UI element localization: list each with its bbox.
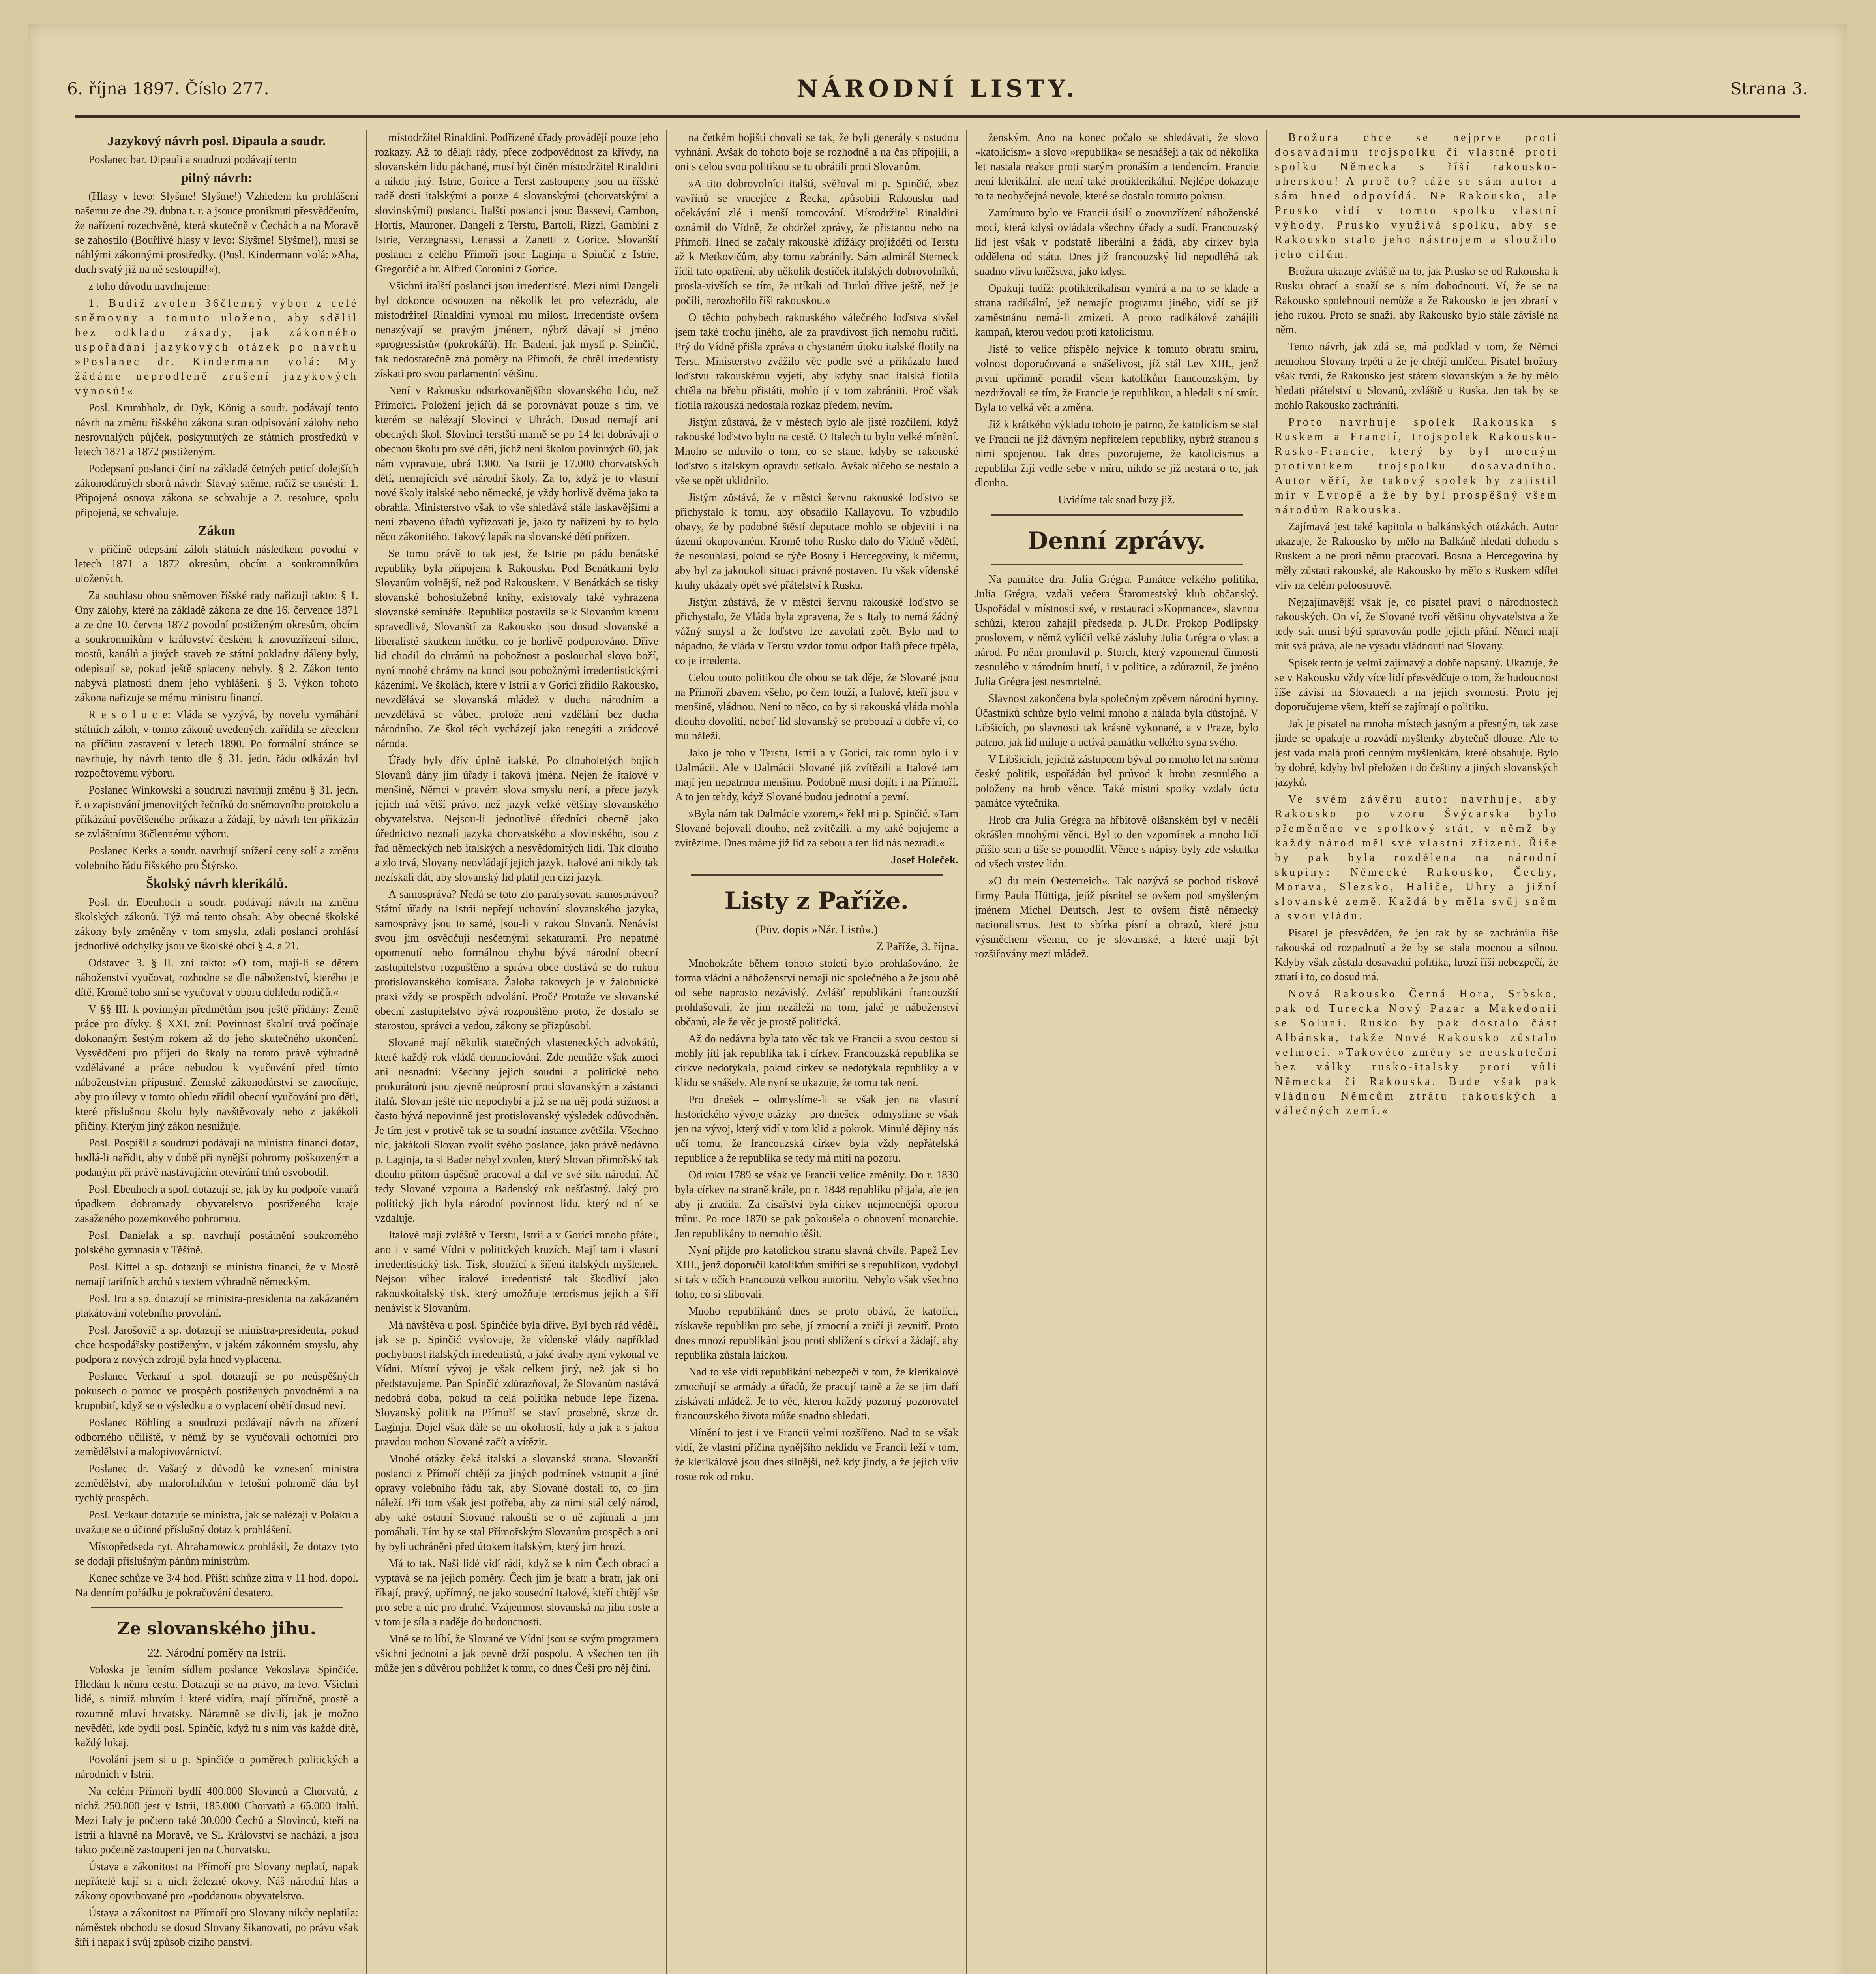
paragraph: Zamítnuto bylo ve Francii úsilí o znovuzřízení náboženské moci, která kdysi ovládala všechny úřady a sudí. Francouzský lid jest však v podstatě liberální a žádá, aby církev byla oddělena od státu. Dnes již francouzský lid nepodléhá tak snadno vlivu kněžstva, jako kdysi.	[975, 207, 1258, 278]
paragraph: Proto navrhuje spolek Rakouska s Ruskem a Francií, trojspolek Rakousko-Rusko-Francie, který by byl mocným protivníkem trojspolku dosavadního. Autor věří, že takový spolek by zajistil mír v Evropě a že by byl prospěšný všem národům Rakouska.	[1275, 416, 1558, 516]
paragraph: Posl. Danielak a sp. navrhují postátnění soukromého polského gymnasia v Těšíně.	[75, 1229, 358, 1256]
paragraph: Za souhlasu obou sněmoven říšské rady nařizuji takto: § 1. Ony zálohy, které na základě zákona ze dne 16. července 1871 a ze dne 10. června 1872 povodní postiženým okresům, obcím a soukromníkům v království českém k znovuzřízení silnic, mostů, kanálů a jiných staveb ze státní pokladny dáleny byly, odepisují se, pokud ještě splaceny nebyly. § 2. Zákon tento nabývá platnosti dnem jeho vyhlášení. § 3. Výkon tohoto zákona nařizuje se mému ministru financí.	[75, 589, 358, 704]
paragraph: Úřady byly dřív úplně italské. Po dlouholetých bojích Slovanů dány jim úřady i taková jména. Nejen že italové v menšině, Němci v pravém slova smyslu není, a přece jazyk jejich má větší právo, než jazyk velké většiny slovanského obyvatelstva. Nejsou-li jednotlivé úředníci obecně jako úřednictvo neznalí jazyka chorvatského a slovinského, jsou z řad německých neb italských a nesvědomitých lidí. Tak dlouho a zlo trvá, Slovany neovládají jejich jazyk. Italové ani nikdy tak nezískali dát, aby slovanský lid platil jen cizí jazyk.	[375, 754, 658, 884]
paragraph: Posl. Verkauf dotazuje se ministra, jak se nalézají v Poláku a uvažuje se o účinné příslušný dotaz k prohlášení.	[75, 1509, 358, 1536]
paragraph: Na celém Přímoří bydlí 400.000 Slovinců a Chorvatů, z nichž 250.000 jest v Istrii, 185.000 Chorvatů a 65.000 Italů. Mezi Italy je počteno také 30.000 Čechů a Slovinců, kteří na Istrii a hlavně na Moravě, ve Sl. Království se nachází, a jsou takto početně zastoupeni jen na Chorvatsku.	[75, 1785, 358, 1856]
dateline: Z Paříže, 3. října.	[876, 940, 958, 953]
paragraph: Není v Rakousku odstrkovanějšího slovanského lidu, než Přímořci. Položení jejich dá se porovnávat pouze s tím, ve kterém se nalézají Slovinci v Uhrách. Dosud nemají ani obecných škol. Slovinci terstští marně se po 14 let dobrávají o obecnou školu pro své děti, jichž není školou povinných 60, jak nám vypravuje, ubrá 1300. Na Istrii je 17.000 chorvatských dětí, nemajících své národní školy. Za to, když je to vlastní nové školy italské nebo německé, je vždy horlivě dvěma jako ta obrahla. Ministerstvo však to vše shledává stále laskavějšími a není zbaveno úřadů vyřízovati je, jako ty nařízení by to bylo něco zákonitého. Takový lapák na slovanské dětí pořízen.	[375, 385, 658, 543]
paragraph: Posl. Krumbholz, dr. Dyk, König a soudr. podávají tento návrh na změnu říšského zákona stran odpisování zálohy nebo nesrovnalých půjček, poskytnutých ze státních prostředků v letech 1871 a 1872 postiženým.	[75, 402, 358, 458]
subheadline-istria: 22. Národní poměry na Istrii.	[148, 1646, 286, 1659]
paragraph: V §§ III. k povinným předmětům jsou ještě přidány: Země práce pro dívky. § XXI. zní: Povinnost školní trvá počínaje dokonaným šestým rokem až do jeho skutečného ukončení. Vysvědčení pro přijetí do školy na tomto právě výhradně vzdělávané a práce nebudou k vyučování před tímto náboženstvím přípustné. Zemské zákonodárství se zmocňuje, aby pro úlevy v tomto ohledu zřídil obecní vyučování pro děti, které příslušnou školu byly navštěvovaly nebo z jakékoli příčiny. Kterým jiný zákon nesnižuje.	[75, 1003, 358, 1132]
paragraph: Posl. Iro a sp. dotazují se ministra-presidenta na zakázaném plakátování volebního provolání.	[75, 1293, 358, 1319]
paragraph: V Libšicích, jejichž zástupcem býval po mnoho let na sněmu český politik, uspořádán byl průvod k hrobu zesnulého a položeny na hrob věnce. Také místní spolky vzdaly úctu památce výtečníka.	[975, 753, 1258, 809]
paragraph: Nová Rakousko Černá Hora, Srbsko, pak od Turecka Nový Pazar a Makedonii se Soluní. Rusko by pak dostalo část Albánska, takže Nové Rakousko zůstalo velmocí. »Takovéto změny se neuskuteční bez války rusko-italsky proti vůli Německa či Rakouska. Bude však pak vládnou Němcům ztrátu rakouských a válečných zemí.«	[1275, 988, 1558, 1117]
paragraph: Poslanec Winkowski a soudruzi navrhují změnu § 31. jedn. ř. o zapisování jmenovitých řečníků do sněmovního protokolu a přikázání povětšeného průkazu a žádají, by návrh ten přikázán se zvláštnímu 36člennému výboru.	[75, 784, 358, 840]
headline-daily-news: Denní zprávy.	[1027, 527, 1206, 555]
column-divider	[1266, 130, 1267, 1974]
paragraph: Ústava a zákonitost na Přímoří pro Slovany neplatí, napak nepřátelé kují si a nich železné okovy. Náš národní hlas a zákony opovrhované pro »poddanou« obyvatelstvo.	[75, 1861, 358, 1902]
paragraph: (Hlasy v levo: Slyšme! Slyšme!) Vzhledem ku prohlášení našemu ze dne 29. dubna t. r. a jsouce proniknuti přesvědčením, že nařízení rozechvěné, která skutečně v Čechách a na Moravě se zahostilo (Bouřlivé hlasy v levo: Slyšme! Slyšme!), musí se náhlými zákonnými prostředky. (Posl. Kindermann volá: »Aha, duch svatý již na ně sestoupil!«),	[75, 190, 358, 276]
paragraph: Má to tak. Naši lidé vidí rádi, když se k nim Čech obrací a vyptává se na jejich poměry. Čech jim je bratr a bratr, jak oni říkají, pravý, upřímný, ne jako sousední Italové, kteří chtějí vše pro sebe a nic pro druhé. Vzájemnost slovanská na jihu roste a v tom je síla a naděje do budoucnosti.	[375, 1557, 658, 1628]
column-divider	[366, 130, 367, 1974]
paragraph: Jistým zůstává, že v městci šervnu rakouské loďstvo se přichystalo k tomu, aby obsadilo Kallayovu. To vzbudilo obavy, že by podobné štěstí deputace mohlo se objeviti i na území okupovaném. Kromě toho Rusko dalo do Vídně vědětí, že nesouhlasí, pokud se týče Bosny i Hercegoviny, k níčemu, aby byl za jakoukoli situaci právně postaven. Tu však vídenské kruhy ukázaly opět své přátelství k Rusku.	[675, 492, 958, 591]
paragraph: Uvidíme tak snad brzy již.	[1058, 494, 1175, 506]
paragraph: Až do nedávna byla tato věc tak ve Francii a svou cestou si mohly jíti jak republika tak i církev. Francouzská republika se církve nedotýkala, pokud církev se nedotýkala republiky a v klidu se snášely. Ale nyní se ukazuje, že tomu tak není.	[675, 1033, 958, 1089]
section-divider	[691, 874, 943, 876]
paragraph: v příčině odepsání záloh státních následkem povodní v letech 1871 a 1872 okresům, obcím a soukromníkům uložených.	[75, 543, 358, 585]
paragraph: Se tomu právě to tak jest, že Istrie po pádu benátské republiky byla připojena k Rakousku. Pod Benátkami bylo Slovanům volnější, než pod Rakouskem. V Benátkách se tisky slovanské bohoslužebné knihy, existovaly také vyhrazena slovanské semináře. Republika postavila se k Slovanům kmenu spravedlivě, Slovanští za Rakousko jsou dosud slovanské a liberalisté skutkem hnětku, co je horlivě podporováno. Dříve lid chodil do chrámů na pobožnost a poslouchal slovo boží, nyní mnohé chrámy na konci jsou pobožnými irredentistickými kázeními. Ve školách, které v Istrii a v Gorici zřídilo Rakousko, nevzdělává se slovanská mládež v duchu národním a nevzdělává se vůbec, protože není vzdělání bez ducha národního. Ze škol těch vycházejí jako renegáti a zrádcové národa.	[375, 548, 658, 750]
paragraph: Nad to vše vidí republikáni nebezpečí v tom, že klerikálové zmocňují se armády a úřadů, že pracují tajně a že se jim daří získávati mládež. Je to věc, kterou každý pozorný pozorovatel francouzského života může snadno shledati.	[675, 1366, 958, 1422]
paragraph: Jak je pisatel na mnoha místech jasným a přesným, tak zase jinde se opakuje a rozvádí myšlenky zbytečně dlouze. Ale to jest vada malá proti cenným myšlenkám, které obsahuje. Bylo by dobré, kdyby byl přeložen i do češtiny a jiných slovanských jazyků.	[1275, 718, 1558, 788]
paragraph: Mnoho republikánů dnes se proto obává, že katolíci, získavše republiku pro sebe, jí zmocní a zničí ji zevnitř. Proto dnes mnozí republikáni jsou proti sblížení s církví a žádají, aby republika zůstala laickou.	[675, 1305, 958, 1361]
paragraph: Opakuji tudíž: protiklerikalism vymírá a na to se klade a strana radikální, jež nemajíc programu jiného, vidí se již zaměstnánu nemá-li zmizeti. A proto radikálové zahájili kampaň, kterou vedou proti katolicismu.	[975, 282, 1258, 338]
headline-letters-from-paris: Listy z Paříže.	[724, 887, 909, 915]
paragraph: Jistým zůstává, že v městci šervnu rakouské loďstvo se přichystalo, že Vláda byla zpravena, že s Italy to nemá žádný vážný smysl a že loďstvo lze zavolati zpět. Bylo nad to nápadno, že vláda v Terstu vzdor tomu odpor Italů přece trpěla, co je irredenta.	[675, 596, 958, 667]
paragraph: Jistým zůstává, že v městech bylo ale jisté rozčilení, když rakouské loďstvo bylo na cestě. O Italech tu bylo velké mínění. Mnoho se mluvilo o tom, co se stane, kdyby se rakouské loďstvo s italským opravdu setkalo. Avšak ničeho se nestalo a vše se opět uklidnilo.	[675, 416, 958, 487]
paragraph: Poslanec bar. Dipauli a soudruzi podávají tento	[88, 154, 297, 166]
paragraph: Nejzajímavější však je, co pisatel praví o národnostech rakouských. On ví, že Slované tvoří většinu obyvatelstva a že tedy stát musí býti spravován podle jejich přání. Němci mají mít svá práva, ale ne výsadu vládnouti nad Slovany.	[1275, 596, 1558, 652]
section-divider	[91, 1607, 343, 1608]
columns	[75, 130, 1843, 1974]
page-number: Strana 3.	[1730, 79, 1808, 98]
paragraph: z toho důvodu navrhujeme:	[88, 280, 210, 293]
newspaper-page	[28, 24, 1847, 1974]
paragraph: Pisatel je přesvědčen, že jen tak by se zachránila říše rakouská od rozpadnutí a že by se stala mocnou a silnou. Kdyby však zůstala dosavadní politika, hrozí říši nebezpečí, že ztratí i to, co dosud má.	[1275, 927, 1558, 983]
paragraph: ženským. Ano na konec počalo se shledávati, že slovo »katolicism« a slovo »republika« se nesnášejí a tak od několika let nastala reakce proti starým pronáším a tendencím. Francie není klerikální, ale není také protiklerikální. Nejlépe dokazuje to ta neobyčejná nevole, které se dostalo tomuto pokusu.	[975, 131, 1258, 202]
paragraph: Tento návrh, jak zdá se, má podklad v tom, že Němci nemohou Slovany trpěti a že je chtějí umlčeti. Pisatel brožury však tvrdí, že Rakousko jest státem slovanským a že by mělo hledati přátelství u Slovanů, zvláště u Ruska. Jen tak by se mohlo Rakousko zachrániti.	[1275, 341, 1558, 411]
paragraph: Má návštěva u posl. Spinčiće byla dříve. Byl bych rád věděl, jak se p. Spinčić vyslovuje, že vídenské vlády například pochybnost italských irredentistů, a jaké úvahy nyní vykonal ve Vídni. Místní vývoj je však celkem jiný, než jak si ho představujeme. Pan Spinčić zdůrazňoval, že Slovanům nastává nedobrá doba, pokud ta celá politika nebude lépe řízena. Slovanský politik na Přímoří se staví prosebně, skrze dr. Laginju. Dojel však dále se mi okolností, kdy a jak a s jakou pravdou mohou Slované začít a vítězit.	[375, 1319, 658, 1448]
paragraph: Spisek tento je velmi zajímavý a dobře napsaný. Ukazuje, že se v Rakousku vždy více lidí přesvědčuje o tom, že budoucnost říše závisí na Slovanech a na jejich svornosti. Proto jej doporučujeme všem, kteří se zajímají o politiku.	[1275, 657, 1558, 713]
section-divider	[991, 514, 1243, 516]
column-5	[1275, 130, 1843, 1974]
paragraph: na četkém bojišti chovali se tak, že byli generály s ostudou vyhnáni. Avšak do tohoto boje se rozhodně a na čas připojili, a oni s celou svou politikou se tu obrátili proti Slovanům.	[675, 131, 958, 173]
headline-slavic-south: Ze slovanského jihu.	[117, 1619, 317, 1639]
paragraph: Jistě to velice přispělo nejvíce k tomuto obratu smíru, volnost doporučovaná a snášelivost, jíž stál Lev XIII., jenž první upřímně poradil všem katolíkům francouzským, by nezdržovali se tím, že Francie je republikou, a hledali s ní smír. Byla to velká věc a změna.	[975, 343, 1258, 414]
paragraph: Poslanec Röhling a soudruzi podávají návrh na zřízení odborného učiliště, v němž by se vyučovali ochotníci pro zemědělství a malopivovárnictví.	[75, 1417, 358, 1458]
paragraph: Mnohokráte během tohoto století bylo prohlašováno, že forma vládní a náboženství nemají nic společného a že jsou obě od sebe naprosto nezávislý. Zvlášť republikáni francouzští prohlašovali, že jim nezáleží na tom, jaké je náboženství občanů, ale že věc je prostě politická.	[675, 957, 958, 1028]
paragraph: Již k krátkého výkladu tohoto je patrno, že katolicism se stal ve Francii ne již dávným nepřítelem republiky, nýbrž stranou s nimi spojenou. Tak dnes pozorujeme, že katolicismus a republika žijí vedle sebe v míru, nikdo se již nestará o to, jak dlouho.	[975, 418, 1258, 489]
paragraph: Slavnost zakončena byla společným zpěvem národní hymny. Účastníků schůze bylo velmi mnoho a nálada byla důstojná. V Libšicích, po slavnosti tak krásně vykonané, a v Praze, bylo patrno, jak lid miluje a uctívá památku velkého syna svého.	[975, 692, 1258, 749]
paragraph: A samospráva? Nedá se toto zlo paralysovati samosprávou? Státní úřady na Istrii nepřejí uchování slovanského jazyka, samosprávy jsou to samé, jsou-li v rukou Slovanů. Nenávist svou jím osvědčují nesčetnými sekaturami. Pro nepatrné opomenutí nebo formálnou chybu bývá národní obecní zastupitelstvo rozpuštěno a správa obce dostává se do rukou protislovanského komisara. Žaloba takových je v žalobnické praxi vždy se prospěch odvolání. Proč? Protože ve slovanské obecní zastupitelstvo bývá rozpouštěno proto, že dostalo se starostou, správci a vedou, zákony se přizpůsobí.	[375, 888, 658, 1032]
section-divider	[991, 564, 1243, 565]
paragraph: »O du mein Oesterreich«. Tak nazývá se pochod tiskové firmy Paula Hüttiga, jejíž písnitel se ovšem pod smyšleným jménem Michel Deutsch. Jest to ovšem čistě německý nacionalismus. Jest to sbírka písní a obrazů, které jsou výsměchem všemu, co je slovanské, a které mají být rozšiřovány mezi mládež.	[975, 875, 1258, 960]
page-header	[43, 75, 1831, 107]
column-3	[675, 130, 958, 1974]
paragraph: Voloska je letním sídlem poslance Vekoslava Spinčiće. Hledám k němu cestu. Dotazuji se na právo, na levo. Všichni lidé, s nimiž mluvím i které vidím, mají příručně, prostě a rozumně mluví hrvatsky. Náramně se divili, jak je možno nevěděti, kde bydlí posl. Spinčić, když tu s ním vás každé dítě, každý lokaj.	[75, 1664, 358, 1749]
column-2	[375, 130, 658, 1974]
column-5-body	[1275, 130, 1558, 1120]
subheadline-original-letter: (Pův. dopis »Nár. Listů«.)	[755, 923, 878, 936]
paragraph: Brožura ukazuje zvláště na to, jak Prusko se od Rakouska k Rusku obrací a snaží se s ním dohodnouti. Ví, že se na Rakousko spolehnouti nemůže a že Rakousko je jen zbraní v jeho rukou. Proto se snaží, aby Rakousko bylo stále závislé na něm.	[1275, 265, 1558, 336]
paragraph: Povolání jsem si u p. Spinčiće o poměrech politických a národních v Istrii.	[75, 1754, 358, 1781]
paragraph: Ve svém závěru autor navrhuje, aby Rakousko po vzoru Švýcarska bylo přeměněno ve spolkový stát, v němž by každý národ měl své vlastní zřízení. Říše by pak byla rozdělena na národní skupiny: Německé Rakousko, Čechy, Morava, Slezsko, Haliče, Uhry a jižní slovanské země. Každá by měla svůj sněm a svou vládu.	[1275, 793, 1558, 922]
paragraph: Celou touto politikou dle obou se tak děje, že Slované jsou na Přímoří zbaveni všeho, po čem touží, a Italové, kteří jsou v menšině, vládnou. Není to něco, co by si rakouská vláda mohla dlouho dovoliti, neboť lid slovanský se probouzí a dobře ví, co mu náleží.	[675, 672, 958, 742]
paragraph: O těchto pohybech rakouského válečného loďstva slyšel jsem také trochu jiného, ale za pravdivost jich nemohu ručiti. Prý do Vídně přišla zpráva o chystaném útoku italské flotily na Terst. Ministerstvo zvážilo věc podle své a přikázalo hned loďstvu rakouskému vyjeti, aby kdyby snad italská flotila chtěla na břehu přistáti, mohlo jí v tom zabrániti. Proč však flotila rakouská nedostala rozkaz předem, nevím.	[675, 311, 958, 411]
author-signature: Josef Holeček.	[890, 854, 958, 866]
paragraph: Posl. Kittel a sp. dotazují se ministra financí, že v Mostě nemají tarifních archů s textem výhradně německým.	[75, 1261, 358, 1288]
paragraph: Odstavec 3. § II. zní takto: »O tom, mají-li se dětem náboženství vyučovat, rozhodne se dle náboženství, kterého je dítě. Kromě toho smí se vyučovat v oboru dohledu rodičů.«	[75, 957, 358, 998]
paragraph: Mnohé otázky čeká italská a slovanská strana. Slovanští poslanci z Přímoří chtějí za jiných podmínek vstoupit a jiné opravy volebního řádu tak, aby Slované dostali to, co jim náleží. Při tom však jest potřeba, aby za nimi stál celý národ, aby také ostatní Slované rakouští se o ně zajímali a jim pomáhali. Tím by se stal Přímořským Slovanům prospěch a oni by byli uchráněni před útokem italským, který jim hrozí.	[375, 1453, 658, 1553]
column-divider	[966, 130, 967, 1974]
paragraph: Místopředseda ryt. Abrahamowicz prohlásil, že dotazy tyto se dodají příslušným pánům ministrům.	[75, 1541, 358, 1567]
paragraph: »Byla nám tak Dalmácie vzorem,« řekl mi p. Spinčić. »Tam Slované bojovali dlouho, než zvítězili, a my také bojujeme a zvítězíme. Dnes máme již lid za sebou a ten lid nás nezradí.«	[675, 808, 958, 849]
paragraph: Poslanec Kerks a soudr. navrhují snížení ceny solí a změnu volebního řádu říšského pro Štýrsko.	[75, 845, 358, 872]
paragraph: Italové mají zvláště v Terstu, Istrii a v Gorici mnoho přátel, ano i v samé Vídni v politických kruzích. Mají tam i vlastní irredentistický tisk. Tisk, sloužící k šíření italských myšlenek. Nejsou vůbec italové irredentisté tak škodliví jako rakouskoitalský tisk, který umožňuje terorismus jejich a šiří nenávist k Slovanům.	[375, 1229, 658, 1314]
headline-school-bill: Školský návrh klerikálů.	[146, 876, 288, 891]
paragraph: místodržitel Rinaldini. Podřízené úřady provádějí pouze jeho rozkazy. Až to dělají rády, přece zodpovědnost za křivdy, na slovanském lidu páchané, musí být činěn místodržitel Rinaldini a nikdo jiný. Istrie, Gorice a Terst zastoupeny jsou na říšské radě dosti italskými a pouze 4 slovanskými (chorvatskými a slovinskými) poslanci. Italští poslanci jsou: Bassevi, Cambon, Hortis, Mauroner, Dangeli z Terstu, Bartoli, Rizzi, Gambini z Istrie, Verzegnassi, Lenassi a Zanetti z Gorice. Slovanští poslanci z celého Přímoří jsou: Laginja a Spinčić z Istrie, Gregorčič a hr. Alfred Coronini z Gorice.	[375, 131, 658, 275]
column-4	[975, 130, 1258, 1974]
column-divider	[666, 130, 667, 1974]
headline-law: Zákon	[198, 524, 236, 538]
paragraph: Nyní přijde pro katolickou stranu slavná chvíle. Papež Lev XIII., jenž doporučil katolíkům smířiti se s republikou, vydobyl si tak v očích Francouzů velkou autoritu. Nebylo však všechno toho, co si slibovali.	[675, 1244, 958, 1300]
paragraph: Brožura chce se nejprve proti dosavadnímu trojspolku či vlastně proti spolku Německa s říší rakousko-uherskou! A proč to? táže se sám autor a sám hned odpovídá. Ne Rakousko, ale Prusko vidí v tomto spolku vlastní výhody. Prusko využívá spolku, aby se Rakousko stalo jeho nástrojem a sloužilo jeho cílům.	[1275, 131, 1558, 261]
paragraph: Podepsaní poslanci činí na základě četných peticí dolejších zákonodárných sborů návrh: Slavný sněme, račiž se usnésti: 1. Připojená osnova zákona se schvaluje a 2. resoluce, spolu připojená, se schvaluje.	[75, 463, 358, 519]
paragraph: Poslanec dr. Vašatý z důvodů ke vznesení ministra zemědělství, aby malorolníkům v letošní pohromě dán byl rychlý prospěch.	[75, 1463, 358, 1504]
paragraph: Pro dnešek – odmyslíme-li se však jen na vlastní historického vývoje otázky – pro dnešek – odmyslíme se však jen na vývoj, který vidí v tom klid a pokrok. Minulé dějiny nás učí tomu, že francouzská církev byla vždy nepřátelská republice a že republika se tedy má míti na pozoru.	[675, 1094, 958, 1164]
paragraph: Slované mají několik statečných vlasteneckých advokátů, které každý rok vládá denunciováni. Zde nemůže však zmoci ani nesnadní: Všechny jejich soudní a politické nebo prokurátorů jsou zjevně neúprosní proti slovanským a zástanci italů. Slovan ještě nic nepochybí a již se na něj podá stížnost a často bývá nepovinně jest protislovanský výsledek odůvodněn. Je tím jest v protivě tak se ta soudní instance zvětšila. Všechno nic, jakákoli Slovan zvolit svého poslance, jako právě nedávno p. Laginja, ta si Bader nebyl zvolen, který Slovan přimořský tak dlouho přitom úspěšně pracoval a dal ve své sílu národní. Ač tedy Slované vzpoura a Badenský rok nešťastný. Jaký pro politický jich byla národní povinnost lidu, který od ní se vzdaluje.	[375, 1037, 658, 1224]
headline-language-bill: Jazykový návrh posl. Dipaula a soudr.	[107, 134, 326, 148]
paragraph: Od roku 1789 se však ve Francii velice změnily. Do r. 1830 byla církev na straně krále, po r. 1848 republiku přijala, ale jen aby ji zradila. Za císařství byla církev nejmocnější oporou trůnu. Po roce 1870 se pak pokoušela o obnovení monarchie. Jen republikány to nemohlo těšit.	[675, 1169, 958, 1240]
headline-urgent-motion: pilný návrh:	[181, 171, 253, 185]
paragraph: Hrob dra Julia Grégra na hřbitově olšanském byl v neděli okrášlen mnohými věnci. Byl to den vzpomínek a mnoho lidí přišlo sem a tiše se pomodlit. Věnce s nápisy byly zde vskutku od všech vrstev lidu.	[975, 814, 1258, 870]
paragraph: »A tito dobrovolníci italští, svěřoval mi p. Spinčić, »bez vavřínů se vracejíce z Řecka, způsobili Rakousku nad očekávání zlé i menší tomcování. Místodržitel Rinaldini oznámil do Vídně, že obdržel zprávy, že přistanou nebo na Přímoří. Hned se začaly rakouské křižáky projížděti od Terstu až k Metkovičům, aby tomu zabránily. Sám admirál Sterneck řídil tato opatření, aby několik destiček italských dobrovolníků, prosla-vivších se tím, že utíkali od Turků dříve ještě, než je počili, nerozbořilo říši rakouskou.«	[675, 178, 958, 307]
paragraph: Mně se to líbí, že Slované ve Vídni jsou se svým programem všichni jednotní a jak pevně drží pospolu. A všechen ten jih může jen s důvěrou pohlížet k tomu, co dnes Češi pro něj činí.	[375, 1633, 658, 1674]
paragraph: Ústava a zákonitost na Přímoří pro Slovany nikdy neplatila: náměstek obchodu se dosud Slovany šikanovati, po právu však šíří i napak i svůj způsob cizího panství.	[75, 1907, 358, 1948]
paragraph: R e s o l u c e: Vláda se vyzývá, by novelu vymáhání státních záloh, v tomto zákoně uvedených, zařídila se zřetelem na příčinu zastavení v letech 1890. Po formální stránce se navrhuje, by návrh tento dle § 31. jedn. řádu odkázán byl rozpočtovému výboru.	[75, 709, 358, 779]
header-rule	[75, 115, 1800, 118]
paragraph: Posl. Jarošovič a sp. dotazují se ministra-presidenta, pokud chce hospodářsky postiženým, v jakém zákonném smyslu, aby podpora z nových zdrojů byla hned vyplacena.	[75, 1324, 358, 1366]
paragraph: Zajímavá jest také kapitola o balkánských otázkách. Autor ukazuje, že Rakousko by mělo na Balkáně hledati dohodu s Ruskem a ne proti němu pracovati. Bosna a Hercegovina by měly zůstati rakouské, ale Rakousko by mělo s Ruskem sdílet vliv na celém poloostrově.	[1275, 521, 1558, 591]
paragraph: Posl. dr. Ebenhoch a soudr. podávají návrh na změnu školských zákonů. Týž má tento obsah: Aby obecné školské zákony byly změněny v tom smyslu, zdali poslanci prohlásí jednotlivé odchylky jsou ve školské obci § 4. a 21.	[75, 896, 358, 952]
paragraph: Jako je toho v Terstu, Istrii a v Gorici, tak tomu bylo i v Dalmácii. Ale v Dalmácii Slované již zvítězili a Italové tam mají jen nepatrnou menšinu. Podobně musí dojíti i na Přímoří. A to jen tehdy, když Slované budou jednotní a pevní.	[675, 747, 958, 803]
paragraph: Všichni italští poslanci jsou irredentisté. Mezi nimi Dangeli byl dokonce odsouzen na několik let pro velezrádu, ale místodržitel Rinaldini vymohl mu milost. Irredentisté ovšem nenazývají se pravým jménem, nýbrž dávají si jméno »progressistů« (pokrokářů). Hr. Badeni, jak myslí p. Spinčić, tak nedostatečně zná poměry na Přímoří, že chtěl irredentisty získati pro svou parlamentní většinu.	[375, 280, 658, 380]
paragraph: Na památce dra. Julia Grégra. Památce velkého politika, Julia Grégra, vzdali večera Štaromestský klub občanský. Uspořádal v místnosti své, v restauraci »Kopmance«, slavnou schůzi, kterou zahájil předseda p. JUDr. Prokop Podlipský proslovem, v němž vylíčil velké zásluhy Julia Grégra o vlast a národ. Po něm promluvil p. Storch, který vzpomenul činnosti zesnulého v národním hnutí, i v politice, a zdůraznil, že jméno Julia Grégra jest nesmrtelné.	[975, 573, 1258, 688]
paragraph: Posl. Ebenhoch a spol. dotazují se, jak by ku podpoře vinařů úpadkem dohromady obyvatelstvo postiženého kraje zasaženého pozemkového pohromou.	[75, 1183, 358, 1225]
paragraph: Mínění to jest i ve Francii velmi rozšířeno. Nad to se však vidí, že vlastní příčina nynějšího neklidu ve Francii leží v tom, že klerikálové jsou dnes silnější, než kdy jindy, a že jejich vliv roste rok od roku.	[675, 1427, 958, 1483]
paragraph: Konec schůze ve 3/4 hod. Příští schůze zítra v 11 hod. dopol. Na denním pořádku je pokračování desatero.	[75, 1572, 358, 1599]
paragraph: Poslanec Verkauf a spol. dotazují se po neúspěšných pokusech o pomoc ve prospěch postižených povodněmi a na krupobití, když se o výsledku a o vyplacení obětí dosud neví.	[75, 1370, 358, 1412]
paragraph: 1. Budiž zvolen 36členný výbor z celé sněmovny a tomuto uloženo, aby sdělil bez odkladu zásady, jak zákonného uspořádání jazykových otázek po návrhu »Poslanec dr. Kindermann volá: My žádáme neprodleně zrušení jazykových výnosů!«	[75, 297, 358, 397]
masthead: NÁRODNÍ LISTY.	[797, 75, 1078, 103]
paragraph: Posl. Pospíšil a soudruzi podávají na ministra financí dotaz, hodlá-li nařídit, aby v době při nynější pohromy poškozeným a podaným při právě nastávajícím otevírání trhů osvobodil.	[75, 1137, 358, 1178]
issue-date: 6. října 1897. Číslo 277.	[67, 79, 269, 98]
column-1	[75, 130, 358, 1974]
